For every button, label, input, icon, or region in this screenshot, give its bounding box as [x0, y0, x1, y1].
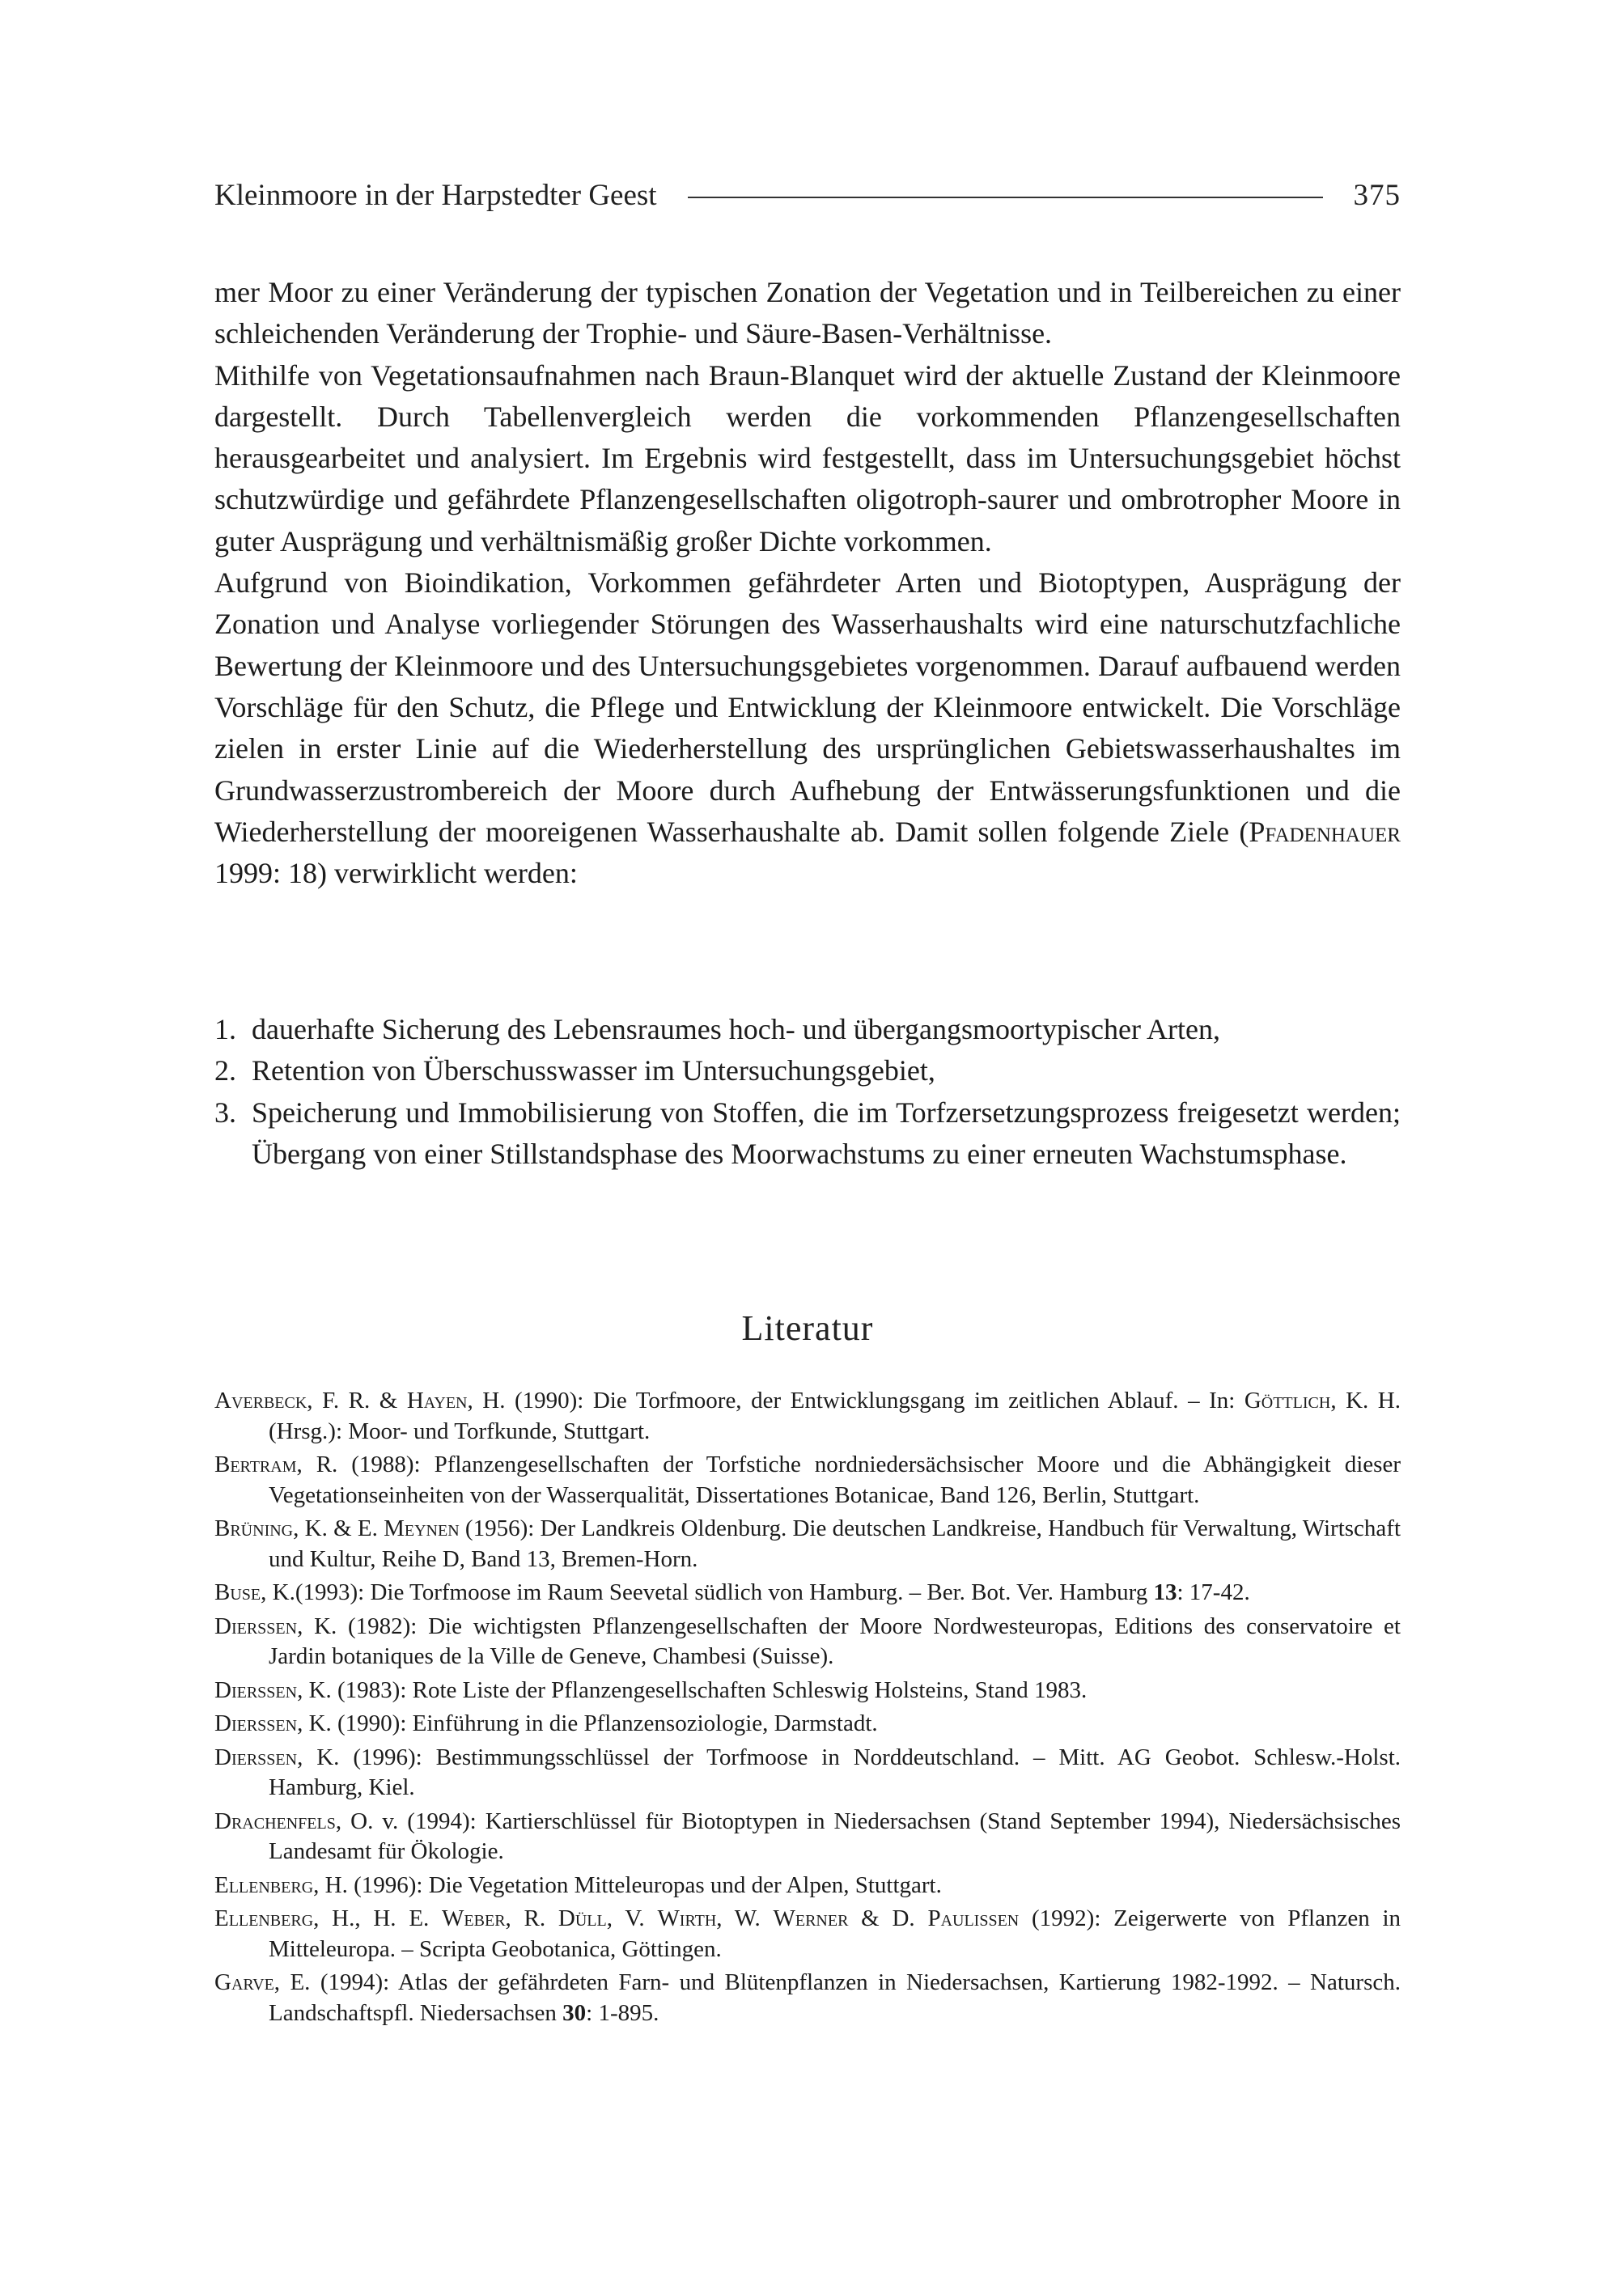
- reference-text: , K. H. (Hrsg.): Moor- und Torfkunde, Stuttgart.: [269, 1388, 1401, 1444]
- reference-author: Wirth: [657, 1905, 717, 1931]
- reference-author: Meynen: [384, 1515, 460, 1541]
- paragraph-3-tail: 1999: 18) verwirklicht werden:: [214, 857, 578, 890]
- reference-text: : 1-895.: [586, 1999, 659, 2026]
- reference-text: , R.: [505, 1905, 558, 1931]
- reference-text: , K. (1990): Einführung in die Pflanzensoziologie, Darmstadt.: [297, 1710, 878, 1736]
- running-title: Kleinmoore in der Harpstedter Geest: [214, 178, 657, 212]
- reference-item: [214, 1578, 1401, 1608]
- reference-text: , H. (1996): Die Vegetation Mitteleuropas und der Alpen, Stuttgart.: [313, 1871, 942, 1898]
- reference-author: Werner: [773, 1905, 849, 1931]
- reference-author: Dierßen: [214, 1710, 298, 1736]
- reference-author: Ellenberg: [214, 1871, 314, 1898]
- reference-text: , O. v. (1994): Kartierschlüssel für Biotoptypen in Niedersachsen (Stand September 1994), Niedersächsisches Landesamt für Ökologie.: [269, 1808, 1401, 1864]
- reference-text: , K. (1983): Rote Liste der Pflanzengesellschaften Schleswig Holsteins, Stand 1983.: [297, 1676, 1088, 1703]
- reference-author: Paulißen: [927, 1905, 1020, 1931]
- reference-item: [214, 1450, 1401, 1511]
- list-number: 3.: [214, 1096, 236, 1129]
- list-number: 1.: [214, 1013, 236, 1045]
- section-heading: Literatur: [741, 1308, 874, 1348]
- reference-item: [214, 1709, 1401, 1740]
- list-item: [214, 1009, 1401, 1050]
- reference-text: : 17-42.: [1177, 1579, 1250, 1605]
- list-item: [214, 1050, 1401, 1091]
- list-text: Retention von Überschusswasser im Untersuchungsgebiet,: [252, 1054, 935, 1087]
- reference-text: , W.: [716, 1905, 774, 1931]
- reference-volume: 30: [562, 1999, 587, 2026]
- reference-text: , K.(1993): Die Torfmoose im Raum Seevetal südlich von Hamburg. – Ber. Bot. Ver. Hamburg: [261, 1579, 1154, 1605]
- reference-text: , K. (1982): Die wichtigsten Pflanzengesellschaften der Moore Nordwesteuropas, Editions des conservatoire et Jardin botaniques de la Ville de Geneve, Chambesi (Suisse).: [269, 1613, 1401, 1669]
- reference-item: [214, 1743, 1401, 1803]
- reference-author: Weber: [442, 1905, 506, 1931]
- reference-volume: 13: [1153, 1579, 1177, 1605]
- reference-author: Göttlich: [1244, 1388, 1331, 1414]
- reference-item: [214, 1514, 1401, 1575]
- reference-author: Hayen: [406, 1388, 468, 1414]
- reference-author: Dierßen: [214, 1744, 298, 1770]
- reference-author: Garve: [214, 1969, 274, 1995]
- paragraph-1: mer Moor zu einer Veränderung der typischen Zonation der Vegetation und in Teilbereichen zu einer schleichenden Veränderung der Trophie- und Säure-Basen-Verhältnisse.: [214, 276, 1401, 350]
- list-item: [214, 1092, 1401, 1176]
- reference-item: [214, 1386, 1401, 1447]
- body-text: [214, 272, 1401, 894]
- reference-author: Düll: [558, 1905, 607, 1931]
- page-number: 375: [1353, 178, 1401, 212]
- reference-text: & D.: [848, 1905, 928, 1931]
- reference-author: Buse: [214, 1579, 261, 1605]
- reference-text: , K. & E.: [293, 1515, 384, 1541]
- reference-author: Ellenberg: [214, 1905, 314, 1931]
- reference-text: , E. (1994): Atlas der gefährdeten Farn- und Blütenpflanzen in Niedersachsen, Kartierung 1982-1992. – Natursch. Landschaftspfl. Niedersachsen: [269, 1969, 1401, 2026]
- reference-item: [214, 1807, 1401, 1867]
- paragraph-3: [214, 562, 1401, 894]
- reference-author: Bertram: [214, 1452, 297, 1477]
- reference-item: [214, 1904, 1401, 1965]
- author-name: Pfadenhauer: [1249, 815, 1401, 848]
- reference-text: , H., H. E.: [313, 1905, 443, 1931]
- reference-author: Dierßen: [214, 1613, 298, 1639]
- reference-author: Brüning: [214, 1515, 294, 1541]
- reference-author: Averbeck: [214, 1388, 307, 1414]
- reference-text: , K. (1996): Bestimmungsschlüssel der Torfmoose in Norddeutschland. – Mitt. AG Geobot. Schlesw.-Holst. Hamburg, Kiel.: [269, 1744, 1401, 1800]
- list-text: Speicherung und Immobilisierung von Stoffen, die im Torfzersetzungsprozess freigesetzt werden; Übergang von einer Stillstandsphase des Moorwachstums zu einer erneuten Wachstumsphase.: [252, 1096, 1401, 1170]
- reference-item: [214, 1871, 1401, 1901]
- reference-text: (1956): Der Landkreis Oldenburg. Die deutschen Landkreise, Handbuch für Verwaltung, Wirtschaft und Kultur, Reihe D, Band 13, Bremen-Horn.: [269, 1515, 1401, 1572]
- running-header: [214, 173, 1401, 217]
- paragraph-2: Mithilfe von Vegetationsaufnahmen nach Braun-Blanquet wird der aktuelle Zustand der Kleinmoore dargestellt. Durch Tabellenvergleich werden die vorkommenden Pflanzengesellschaften herausgearbeitet und analysiert. Im Ergebnis wird festgestellt, dass im Untersuchungsgebiet höchst schutzwürdige und gefährdete Pflanzengesellschaften oligotroph-saurer und ombrotropher Moore in guter Ausprägung und verhältnismäßig großer Dichte vorkommen.: [214, 358, 1401, 557]
- goals-list: [214, 1009, 1401, 1175]
- reference-list: [214, 1386, 1401, 2032]
- reference-author: Drachenfels: [214, 1808, 336, 1834]
- reference-text: , R. (1988): Pflanzengesellschaften der Torfstiche nordniedersächsischer Moore und die Abhängigkeit dieser Vegetationseinheiten von der Wasserqualität, Dissertationes Botanicae, Band 126, Berlin, Stuttgart.: [269, 1452, 1401, 1508]
- list-number: 2.: [214, 1054, 236, 1087]
- reference-author: Dierßen: [214, 1676, 298, 1703]
- header-rule: [688, 197, 1323, 198]
- reference-text: , V.: [606, 1905, 658, 1931]
- list-text: dauerhafte Sicherung des Lebensraumes hoch- und übergangsmoortypischer Arten,: [252, 1013, 1220, 1045]
- reference-text: , H. (1990): Die Torfmoore, der Entwicklungsgang im zeitlichen Ablauf. – In:: [467, 1388, 1245, 1414]
- reference-item: [214, 1968, 1401, 2028]
- reference-item: [214, 1612, 1401, 1672]
- paragraph-3-text: Aufgrund von Bioindikation, Vorkommen gefährdeter Arten und Biotoptypen, Ausprägung der Zonation und Analyse vorliegender Störungen des Wasserhaushalts wird eine naturschutzfachliche Bewertung der Kleinmoore und des Untersuchungsgebietes vorgenommen. Darauf aufbauend werden Vorschläge für den Schutz, die Pflege und Entwicklung der Kleinmoore entwickelt. Die Vorschläge zielen in erster Linie auf die Wiederherstellung des ursprünglichen Gebietswasserhaushaltes im Grundwasserzustrombereich der Moore durch Aufhebung der Entwässerungsfunktionen und die Wiederherstellung der mooreigenen Wasserhaushalte ab. Damit sollen folgende Ziele (: [214, 566, 1401, 848]
- reference-item: [214, 1676, 1401, 1706]
- reference-text: (1992): Zeigerwerte von Pflanzen in Mitteleuropa. – Scripta Geobotanica, Göttingen.: [269, 1905, 1401, 1962]
- reference-text: , F. R. &: [307, 1388, 407, 1414]
